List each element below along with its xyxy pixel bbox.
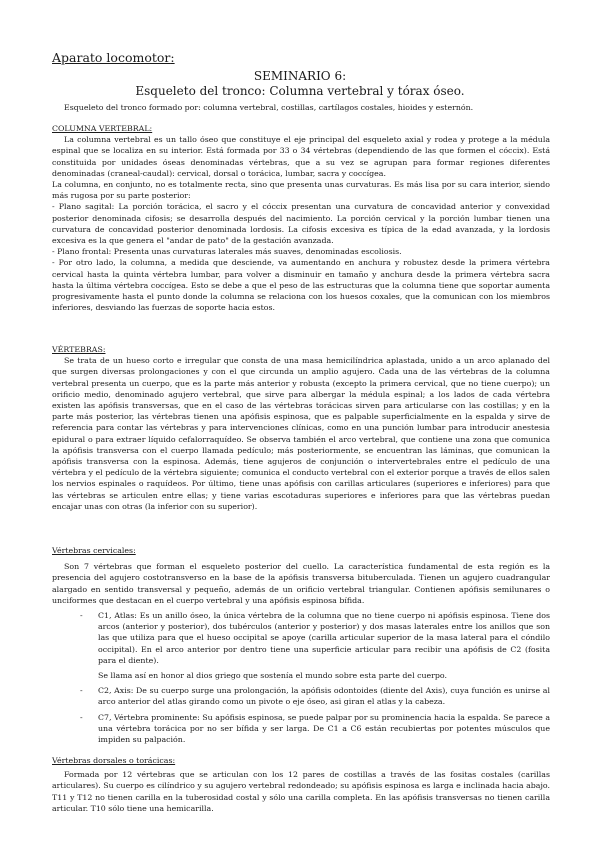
columna-paragraph-5: - Por otro lado, la columna, a medida que desciende, va aumentando en anchura y robustez desde la primera vértebra cervical hasta la quinta vértebra lumbar, para volver a disminuir en tamaño y anchura desde la primera vértebra sacra hasta la última vértebra coccígea. Esto se debe a que el peso de las estructuras que la columna tiene que soportar aumenta progresivamente hasta el punto donde la columna se relaciona con los huesos coxales, que la comunican con los miembros inferiores, desviando las fuerzas de soporte hacia estos. (52, 258, 550, 313)
intro-paragraph: Esqueleto del tronco formado por: columna vertebral, costillas, cartílagos costales, hioides y esternón. (64, 103, 474, 112)
section-dorsales (52, 755, 550, 814)
vertebras-paragraph-1: Se trata de un hueso corto e irregular que consta de una masa hemicilíndrica aplastada, unido a un arco aplanado del que surgen diversas prolongaciones y con el que circunda un amplio agujero. Cada una de las vértebras de la columna vertebral presenta un cuerpo, que es la parte más anterior y robusta (excepto la primera cervical, que no tiene cuerpo); un orificio medio, denominado agujero vertebral, que sirve para albergar la médula espinal; a los lados de cada vértebra existen las apófisis transversas, que en el caso de las vértebras torácicas sirven para articularse con las costillas; y en la parte más posterior, las vértebras tienen una apófisis espinosa, que es palpable superficialmente en la espalda y sirve de referencia para contar las vértebras y para intervenciones clínicas, como en una punción lumbar para introducir anestesia epidural o para extraer líquido cefalorraquídeo. Se observa también el arco vertebral, que contiene una zona que comunica la apófisis transversa con el cuerpo llamada pedículo; más posteriormente, se encuentran las láminas, que comunican la apófisis transversa con la espinosa. Además, tiene agujeros de conjunción o intervertebrales entre el pedículo de una vértebra y el pedículo de la vértebra siguiente; comunica el conducto vertebral con el exterior porque a través de ellos salen los nervios espinales o raquídeos. Por último, tiene unas apófisis con carillas articulares (superiores e inferiores) para que las vértebras se articulen entre ellas; y tiene varias escotaduras superiores e inferiores para que las vértebras puedan encajar unas con otras (la inferior con su superior). (52, 356, 550, 511)
list-item (80, 610, 550, 666)
course-header-colon: : (170, 50, 175, 65)
section-heading-vertebras-text: VÉRTEBRAS: (52, 345, 106, 354)
seminar-title: SEMINARIO 6: (253, 69, 347, 83)
list-item (80, 670, 550, 681)
columna-paragraph-4: - Plano frontal: Presenta unas curvaturas laterales más suaves, denominadas escoliosis. (52, 247, 402, 257)
section-heading-cervicales-text: Vértebras cervicales: (52, 546, 136, 555)
section-columna (52, 123, 550, 313)
list-item-text-axis: C2, Axis: De su cuerpo surge una prolongación, la apófisis odontoides (diente del Axis), cuya función es unirse al arco anterior del atlas girando como un pivote o eje óseo, asi giran el atlas y la cabeza. (98, 686, 550, 707)
list-item (80, 712, 550, 746)
course-header-text: Aparato locomotor (52, 50, 171, 65)
section-vertebras (52, 344, 550, 512)
section-heading-dorsales-text: Vértebras dorsales o torácicas: (52, 756, 176, 765)
list-item-dash: - (80, 712, 83, 722)
section-heading-dorsales (52, 755, 550, 766)
intro-block (52, 102, 550, 113)
course-header (52, 50, 175, 65)
cervicales-paragraph-1: Son 7 vértebras que forman el esqueleto posterior del cuello. La característica fundamental de esta región es la presencia del agujero costotransverso en la base de la apófisis transversa bituberculada. Tienen un agujero cuadrangular alargado en sentido transversal y pequeño, además de un orificio vertebral triangular. Contienen apófisis semilunares o unciformes que destacan en el cuerpo vertebral y una apófisis espinosa bífida. (52, 562, 550, 605)
columna-paragraph-1: La columna vertebral es un tallo óseo que constituye el eje principal del esqueleto axial y rodea y protege a la médula espinal que se localiza en su interior. Está formada por 33 o 34 vértebras (dependiendo de las que formen el cóccix). Está constituida por unidades óseas denominadas vértebras, que a su vez se agrupan para formar regiones diferentes denominadas (craneal-caudal): cervical, dorsal o torácica, lumbar, sacra y coccígea. (52, 135, 550, 178)
columna-paragraph-2: La columna, en conjunto, no es totalmente recta, sino que presenta unas curvaturas. Es más lisa por su cara interior, siendo más rugosa por su parte posterior: (52, 180, 550, 201)
list-item-dash: - (80, 611, 83, 621)
list-item-dash: - (80, 686, 83, 696)
seminar-subtitle: Esqueleto del tronco: Columna vertebral y tórax óseo. (135, 84, 465, 98)
section-heading-vertebras (52, 344, 550, 355)
dorsales-paragraph-1: Formada por 12 vértebras que se articulan con los 12 pares de costillas a través de las fositas costales (carillas articulares). Su cuerpo es cilíndrico y su agujero vertebral redondeado; su apófisis espinosa es larga e inclinada hacia abajo. T11 y T12 no tienen carilla en la tuberosidad costal y sólo una carilla completa. En las apófisis transversas no tienen carilla articular. T10 sólo tiene una hemicarilla. (52, 770, 550, 813)
list-item-text-atlas: C1, Atlas: Es un anillo óseo, la única vértebra de la columna que no tiene cuerpo ni apófisis espinosa. Tiene dos arcos (anterior y posterior), dos tubérculos (anterior y posterior) y dos masas laterales entre los anillos que son las que utiliza para que el hueso occipital se apoye (carilla articular superior de la masa lateral para el cóndilo occipital). En el arco anterior por dentro tiene una superficie articular para recibir una apófisis de C2 (fosita para el diente). (98, 611, 550, 665)
list-item-text-atlas-note: Se llama así en honor al dios griego que sostenía el mundo sobre esta parte del cuerpo. (98, 671, 448, 681)
section-heading-columna-text: COLUMNA VERTEBRAL: (52, 124, 153, 133)
section-cervicales (52, 545, 550, 745)
section-heading-columna (52, 123, 550, 134)
list-item (80, 685, 550, 707)
list-item-text-c7: C7, Vértebra prominente: Su apófisis espinosa, se puede palpar por su prominencia hacia la espalda. Se parece a una vértebra torácica por no ser bífida y ser larga. De C1 a C6 están recubiertas por potentes músculos que impiden su palpación. (98, 712, 550, 745)
columna-paragraph-3: - Plano sagital: La porción torácica, el sacro y el cóccix presentan una curvatura de concavidad anterior y convexidad posterior denominada cifosis; se desarrolla después del nacimiento. La porción cervical y la porción lumbar tienen una curvatura de concavidad posterior denominada lordosis. La cifosis excesiva es típica de la edad avanzada, y la lordosis excesiva es la que genera el "andar de pato" de la gestación avanzada. (52, 202, 550, 246)
section-heading-cervicales (52, 545, 550, 556)
